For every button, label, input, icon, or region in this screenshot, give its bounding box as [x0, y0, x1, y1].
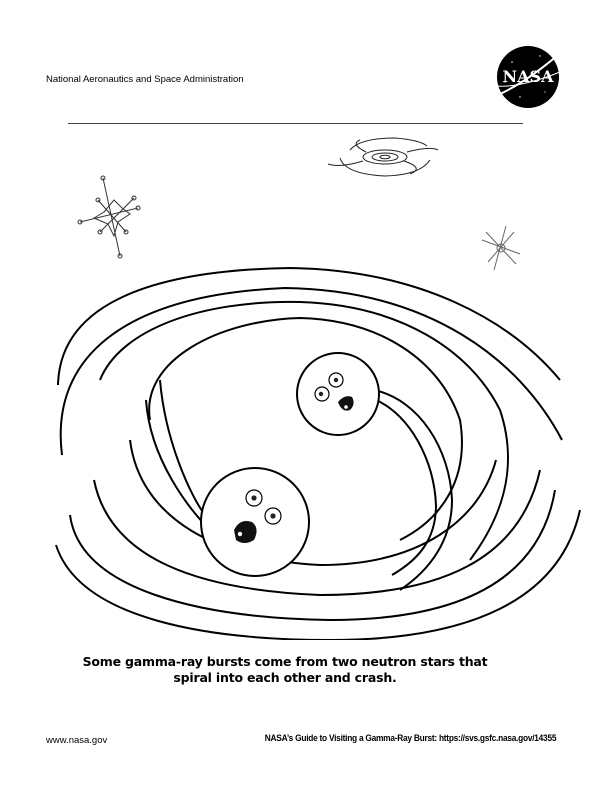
sparkle-star-icon [78, 176, 140, 258]
neutron-star-illustration [0, 130, 612, 640]
orbit-rings [56, 268, 580, 640]
nasa-logo-text: NASA [502, 67, 554, 86]
caption-line-1: Some gamma-ray bursts come from two neutron stars that [82, 654, 488, 669]
small-star-icon [482, 226, 520, 270]
neutron-star-lower [201, 468, 309, 576]
galaxy-icon [328, 138, 438, 176]
nasa-logo [490, 42, 570, 112]
caption-line-2: spiral into each other and crash. [173, 670, 397, 685]
guide-link[interactable]: NASA’s Guide to Visiting a Gamma-Ray Burst: https://svs.gsfc.nasa.gov/14355 [264, 733, 556, 744]
website-link[interactable]: www.nasa.gov [46, 735, 108, 746]
header-rule [68, 123, 523, 124]
agency-name: National Aeronautics and Space Administration [46, 74, 244, 85]
neutron-star-upper [297, 353, 379, 435]
caption [60, 654, 510, 686]
